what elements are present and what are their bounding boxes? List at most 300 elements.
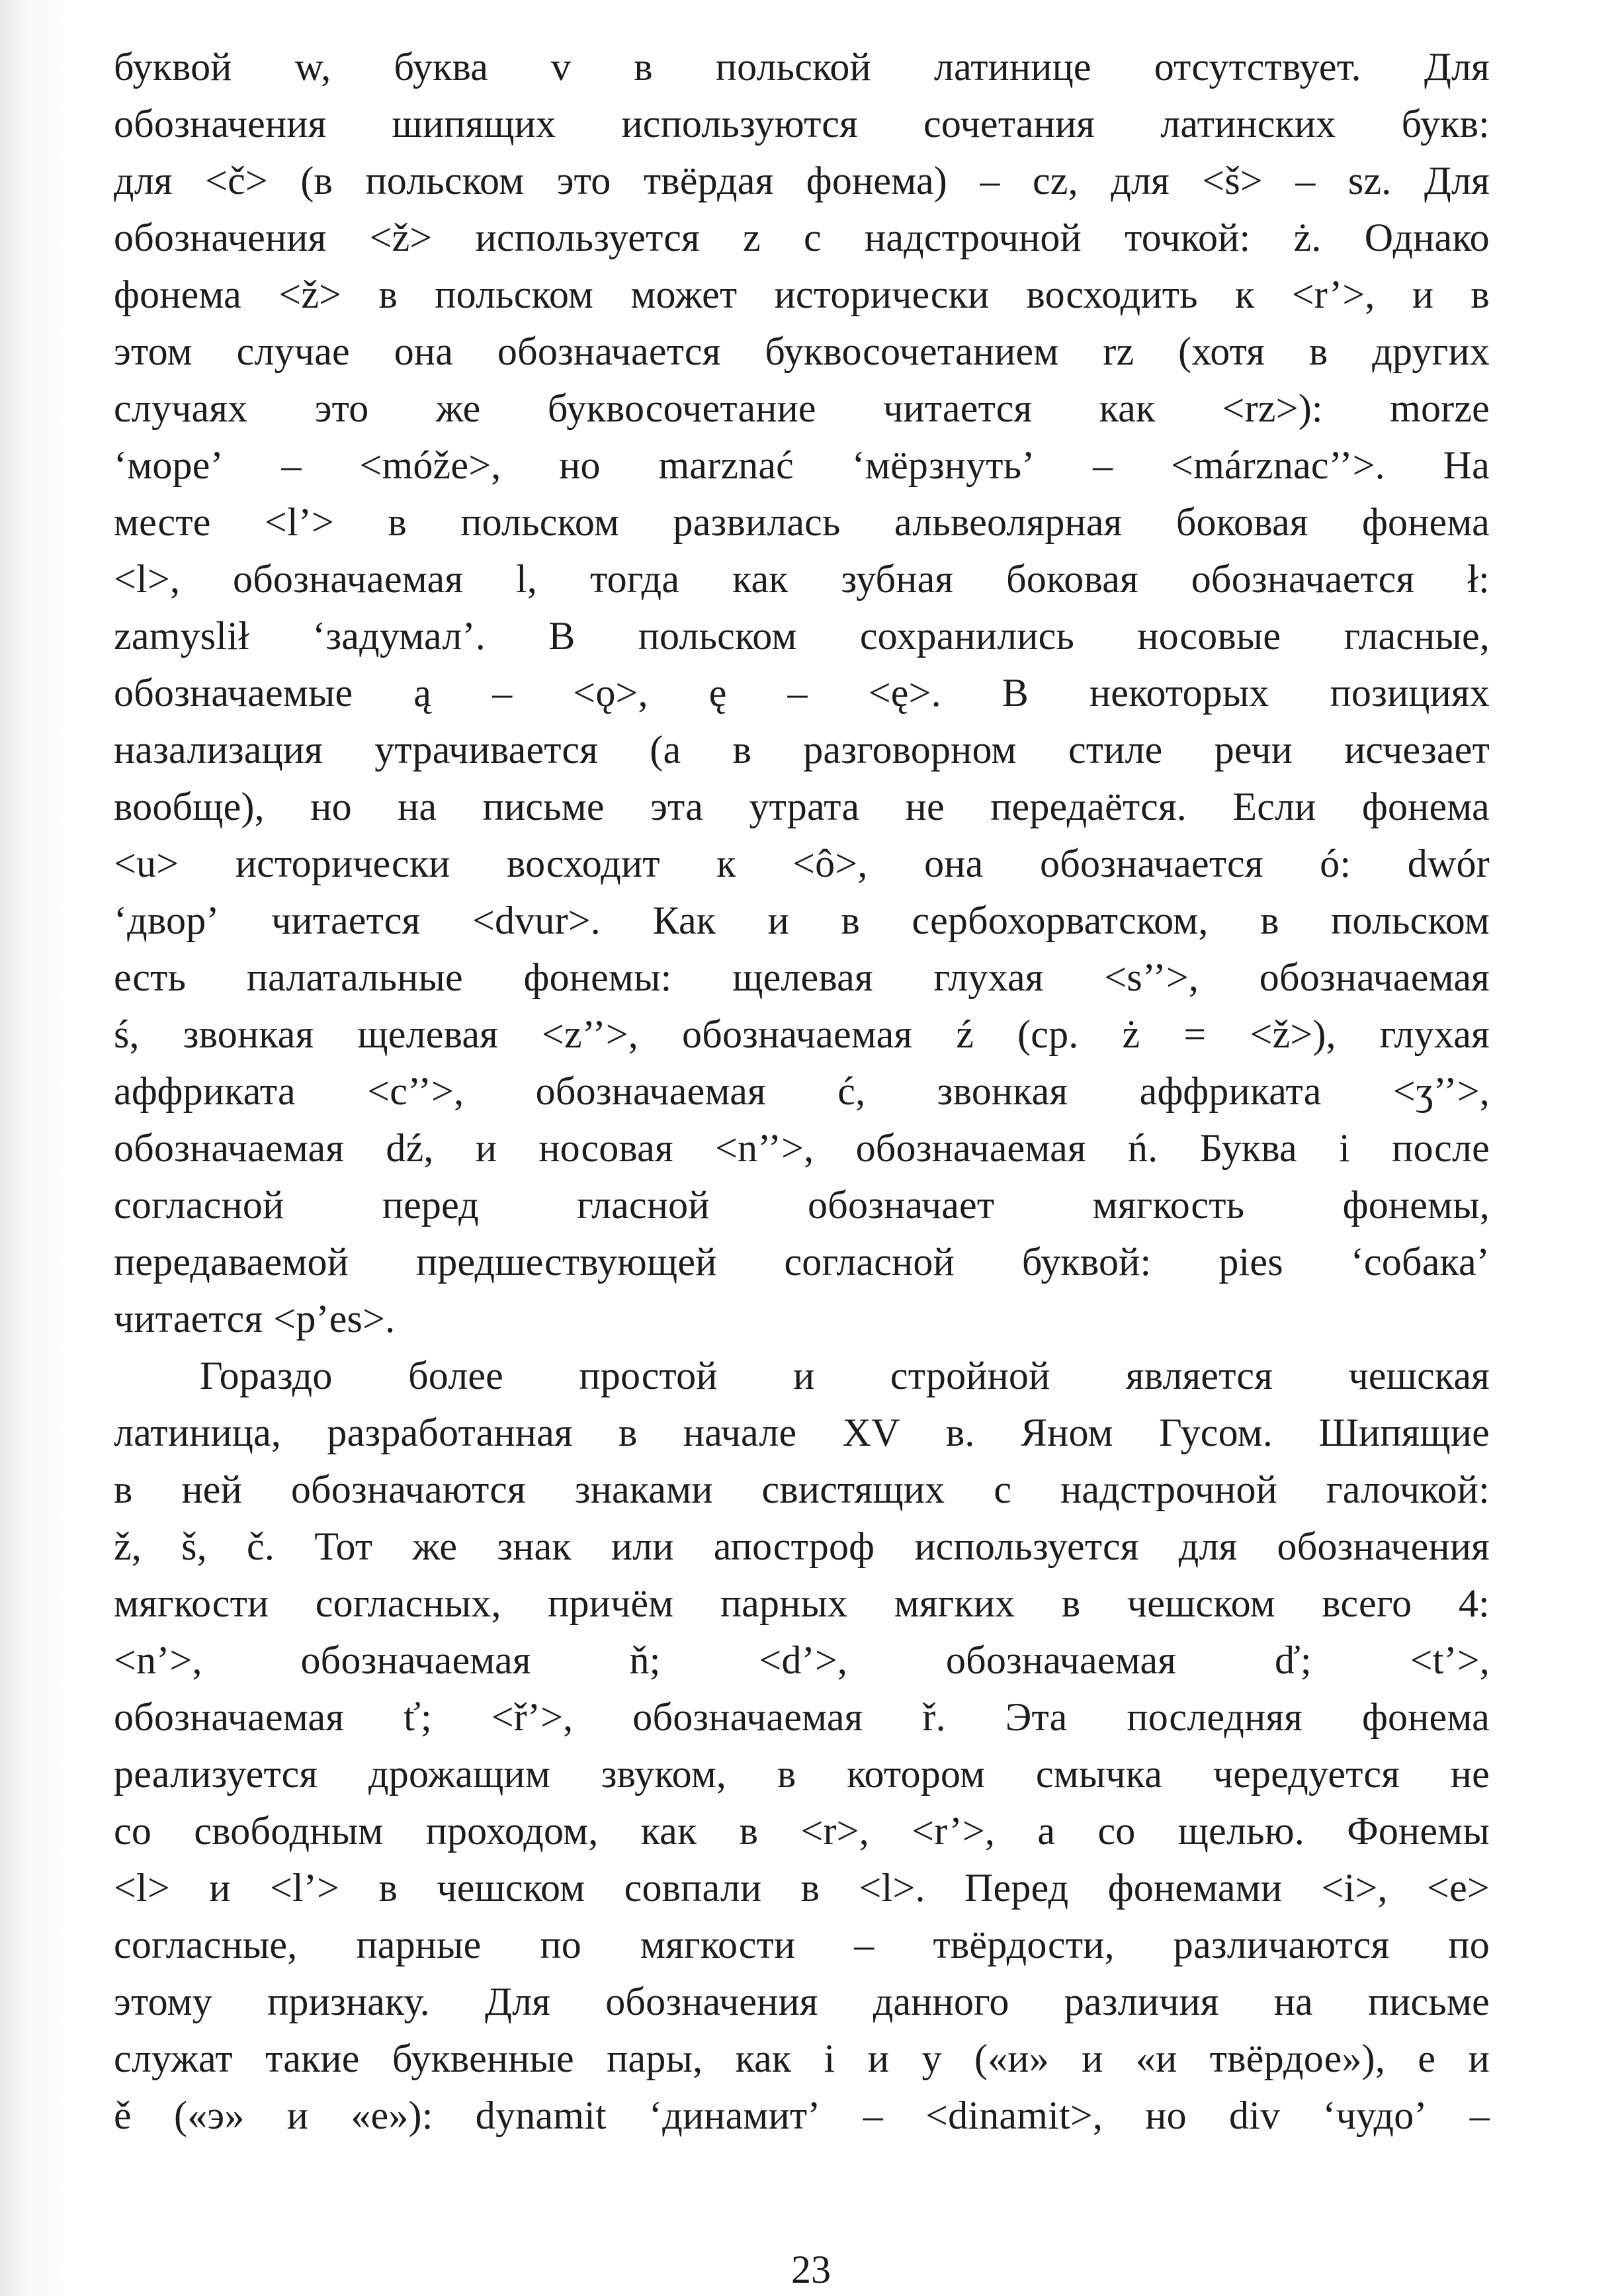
word: <dinamit>,: [925, 2094, 1103, 2137]
word: буквенные: [392, 2037, 574, 2080]
word: согласной: [784, 1240, 955, 1284]
word: <r’>,: [1291, 273, 1375, 316]
word: ň;: [629, 1638, 661, 1682]
word: случаях: [114, 386, 248, 430]
word: <rz>):: [1222, 386, 1323, 430]
word: v: [551, 45, 572, 89]
word: смычка: [1035, 1752, 1163, 1796]
text-line: [114, 2030, 1490, 2087]
word: свистящих: [761, 1468, 945, 1511]
text-line: [114, 1461, 1490, 1518]
word: отсутствует.: [1154, 45, 1361, 89]
word: в: [1260, 899, 1279, 942]
word: dź,: [386, 1126, 434, 1170]
word: <l>: [114, 1866, 170, 1910]
word: –: [787, 671, 808, 715]
text-line: [114, 1063, 1490, 1120]
word: чередуется: [1213, 1752, 1400, 1796]
word: («и»: [974, 2037, 1049, 2080]
word: (в: [300, 159, 333, 202]
text-line: [114, 1290, 1490, 1347]
word: со: [1097, 1809, 1136, 1853]
word: div: [1229, 2094, 1281, 2137]
word: dwór: [1407, 842, 1490, 885]
word: этом: [114, 330, 192, 373]
word: <ž>: [278, 273, 342, 316]
word: стиле: [1068, 728, 1163, 772]
word: по: [540, 1923, 581, 1966]
word: читается: [271, 899, 421, 942]
word: ž,: [114, 1524, 142, 1568]
word: Для: [485, 1980, 551, 2023]
word: обозначения: [1277, 1524, 1490, 1568]
word: <i>,: [1321, 1866, 1388, 1910]
word: cz,: [1032, 159, 1078, 202]
word: проходом,: [425, 1809, 599, 1853]
word: Как: [652, 899, 716, 942]
text-line: [114, 1518, 1490, 1575]
word: глухая: [933, 955, 1044, 999]
word: На: [1443, 443, 1490, 487]
word: фонемами: [1107, 1866, 1283, 1910]
word: ż.: [1293, 216, 1322, 259]
word: ‘задумал’.: [312, 614, 486, 658]
word: <n’>,: [114, 1638, 202, 1682]
word: обозначения: [605, 1980, 818, 2023]
text-line: [114, 1347, 1490, 1404]
word: к: [716, 842, 736, 885]
word: <ʒ’’>,: [1392, 1069, 1490, 1113]
word: назализация: [114, 728, 323, 772]
word: котором: [847, 1752, 986, 1796]
word: zamyslił: [114, 614, 249, 658]
word: <š>: [1202, 159, 1263, 202]
word: i: [824, 2037, 835, 2080]
text-line: [114, 1745, 1490, 1802]
word: и: [209, 1866, 231, 1910]
word: в: [1471, 273, 1490, 316]
word: обозначаемая: [632, 1695, 863, 1739]
word: ł:: [1467, 557, 1490, 601]
text-line: [114, 1916, 1490, 1973]
word: буква: [394, 45, 489, 89]
word: галочкой:: [1326, 1468, 1490, 1511]
word: <n’’>,: [714, 1126, 814, 1170]
word: восходить: [1026, 273, 1198, 316]
word: (а: [650, 728, 681, 772]
word: звонкая: [183, 1012, 314, 1056]
word: палатальные: [246, 955, 463, 999]
word: развилась: [673, 500, 841, 544]
word: обозначаемая: [1259, 955, 1490, 999]
word: в: [378, 1866, 398, 1910]
word: со: [114, 1809, 152, 1853]
word: В: [548, 614, 576, 658]
word: она: [924, 842, 984, 885]
word: мягких: [894, 1581, 1015, 1625]
word: или: [611, 1524, 674, 1568]
word: <ž>: [369, 216, 433, 259]
word: ż: [1122, 1012, 1140, 1056]
word: <ô>,: [792, 842, 868, 885]
word: стройной: [890, 1354, 1050, 1397]
word: сербохорватском,: [912, 899, 1209, 942]
word: –: [281, 443, 302, 487]
word: свободным: [194, 1809, 384, 1853]
word: признаку.: [267, 1980, 430, 2023]
word: morze: [1390, 386, 1490, 430]
word: но: [310, 785, 352, 828]
word: ‘динамит’: [649, 2094, 821, 2137]
word: для: [1111, 159, 1170, 202]
word: фонемы:: [523, 955, 672, 999]
word: утрата: [749, 785, 860, 828]
word: и: [867, 2037, 890, 2080]
word: не: [905, 785, 945, 828]
text-line: [114, 1632, 1490, 1689]
word: ‘собака’: [1350, 1240, 1490, 1284]
word: Гусом.: [1158, 1411, 1273, 1454]
word: <u>: [114, 842, 179, 885]
word: в: [634, 45, 653, 89]
page-number: 23: [791, 2248, 831, 2291]
word: <ǫ>,: [573, 671, 648, 715]
word: и: [1082, 2037, 1103, 2080]
word: исторически: [774, 273, 990, 316]
word: как: [640, 1809, 697, 1853]
word: ‘море’: [114, 443, 224, 487]
word: используются: [621, 102, 858, 146]
word: <l>,: [114, 557, 181, 601]
word: надстрочной: [865, 216, 1082, 259]
word: чешская: [1348, 1354, 1490, 1397]
word: данного: [873, 1980, 1009, 2023]
word: y: [921, 2037, 942, 2080]
word: шипящих: [392, 102, 556, 146]
word: =: [1183, 1012, 1207, 1056]
word: и: [475, 1126, 497, 1170]
word: точкой:: [1125, 216, 1251, 259]
text-line: [114, 1404, 1490, 1461]
word: буквой: [114, 45, 232, 89]
word: альвеолярная: [894, 500, 1123, 544]
word: аффриката: [114, 1069, 296, 1113]
word: <móže>,: [359, 443, 501, 487]
word: обозначается: [1040, 842, 1263, 885]
word: различаются: [1173, 1923, 1390, 1966]
word: в: [378, 273, 398, 316]
word: обозначаемая: [300, 1638, 531, 1682]
text-line: [114, 1859, 1490, 1916]
body-text: [114, 38, 1490, 2144]
word: совпали: [624, 1866, 762, 1910]
word: в: [619, 1411, 638, 1454]
word: В: [1002, 671, 1029, 715]
word: чешском: [1127, 1581, 1275, 1625]
word: <ž>),: [1250, 1012, 1336, 1056]
word: ě: [114, 2094, 132, 2137]
word: и: [793, 1354, 815, 1397]
word: обозначаемая: [945, 1638, 1177, 1682]
word: это: [314, 386, 369, 430]
word: фонема: [1361, 1695, 1490, 1739]
word: речи: [1214, 728, 1293, 772]
text-line: [114, 551, 1490, 607]
word: парные: [356, 1923, 482, 1966]
text-line: [114, 323, 1490, 380]
word: в: [1061, 1581, 1081, 1625]
word: на: [1273, 1980, 1313, 2023]
word: боковая: [1175, 500, 1308, 544]
word: носовые: [1137, 614, 1281, 658]
word: мягкость: [1092, 1183, 1245, 1227]
word: служат: [114, 2037, 233, 2080]
word: как: [732, 557, 789, 601]
word: латинице: [933, 45, 1091, 89]
word: чешском: [437, 1866, 585, 1910]
word: <l’>: [264, 500, 335, 544]
word: –: [1093, 443, 1113, 487]
word: обозначаемая: [535, 1069, 766, 1113]
word: обозначаемая: [114, 1695, 345, 1739]
word: фонема: [1361, 500, 1490, 544]
word: письме: [1367, 1980, 1490, 2023]
word: 4:: [1458, 1581, 1490, 1625]
text-line: [114, 152, 1490, 209]
word: по: [1448, 1923, 1490, 1966]
word: –: [980, 159, 1000, 202]
word: обозначаются: [290, 1468, 526, 1511]
word: ó:: [1320, 842, 1351, 885]
word: с: [994, 1468, 1012, 1511]
word: Перед: [964, 1866, 1069, 1910]
word: –: [1469, 2094, 1490, 2137]
word: польском: [460, 500, 620, 544]
word: читается: [114, 1297, 263, 1341]
text-line: [114, 949, 1490, 1006]
word: ď;: [1274, 1638, 1312, 1682]
word: <ę>.: [868, 671, 941, 715]
word: фонема): [806, 159, 947, 202]
word: в: [732, 728, 752, 772]
word: фонема: [1361, 785, 1490, 828]
word: польском: [435, 273, 594, 316]
text-line: [114, 1176, 1490, 1233]
word: в.: [945, 1411, 975, 1454]
word: латинских: [1160, 102, 1336, 146]
word: сочетания: [923, 102, 1095, 146]
word: это: [556, 159, 611, 202]
word: обозначается: [497, 330, 721, 373]
word: фонемы,: [1342, 1183, 1490, 1227]
text-line: [114, 494, 1490, 551]
word: e: [1418, 2037, 1436, 2080]
word: используется: [914, 1524, 1139, 1568]
word: <d’>,: [759, 1638, 848, 1682]
word: ней: [181, 1468, 242, 1511]
word: обозначаемая: [114, 1126, 345, 1170]
word: начале: [683, 1411, 797, 1454]
word: dynamit: [475, 2094, 607, 2137]
word: обозначения: [114, 102, 327, 146]
word: позициях: [1330, 671, 1490, 715]
word: в: [841, 899, 861, 942]
word: <č>: [205, 159, 268, 202]
text-line: [114, 1006, 1490, 1063]
word: мягкости: [114, 1581, 269, 1625]
word: для: [1178, 1524, 1238, 1568]
word: Фонемы: [1347, 1809, 1490, 1853]
word: сохранились: [859, 614, 1075, 658]
word: <z’’>,: [541, 1012, 638, 1056]
word: č.: [247, 1524, 275, 1568]
word: а: [1037, 1809, 1056, 1853]
word: «е»):: [351, 2094, 433, 2137]
word: есть: [114, 955, 187, 999]
word: польском: [638, 614, 797, 658]
word: предшествующей: [416, 1240, 717, 1284]
word: <t’>,: [1410, 1638, 1490, 1682]
text-line: [114, 1689, 1490, 1745]
word: обозначаемая: [682, 1012, 913, 1056]
word: Эта: [1005, 1695, 1068, 1739]
word: буквосочетанием: [765, 330, 1059, 373]
word: XV: [842, 1411, 900, 1454]
word: <r>,: [800, 1809, 869, 1853]
text-line: [114, 835, 1490, 892]
word: обозначает: [808, 1183, 995, 1227]
word: в: [114, 1468, 133, 1511]
word: польском: [1331, 899, 1490, 942]
word: более: [408, 1354, 504, 1397]
word: звуком,: [601, 1752, 727, 1796]
word: <r’>,: [912, 1809, 996, 1853]
word: Яном: [1020, 1411, 1113, 1454]
word: но: [1145, 2094, 1187, 2137]
word: Гораздо: [200, 1354, 333, 1397]
word: букв:: [1401, 102, 1490, 146]
word: обозначения: [114, 216, 327, 259]
text-line: [114, 721, 1490, 778]
word: исторически: [235, 842, 450, 885]
text-line: [114, 2087, 1490, 2144]
word: –: [863, 2094, 883, 2137]
word: вообще),: [114, 785, 265, 828]
word: может: [630, 273, 738, 316]
word: последняя: [1127, 1695, 1303, 1739]
text-line: [114, 664, 1490, 721]
word: ą: [413, 671, 432, 715]
text-line: [114, 266, 1490, 323]
word: согласные,: [114, 1923, 298, 1966]
word: щелью.: [1177, 1809, 1304, 1853]
word: ‘мёрзнуть’: [851, 443, 1035, 487]
word: обозначаемые: [114, 671, 353, 715]
word: <c’’>,: [367, 1069, 464, 1113]
word: фонема: [114, 273, 242, 316]
word: она: [394, 330, 454, 373]
word: и: [767, 899, 789, 942]
word: польском: [365, 159, 525, 202]
word: š,: [181, 1524, 207, 1568]
word: месте: [114, 500, 211, 544]
word: обозначаемая: [855, 1126, 1086, 1170]
word: (хотя: [1178, 330, 1265, 373]
word: pies: [1218, 1240, 1283, 1284]
word: знак: [497, 1524, 572, 1568]
word: <dvur>.: [472, 899, 601, 942]
word: –: [854, 1923, 875, 1966]
word: в: [1308, 330, 1328, 373]
word: и: [1412, 273, 1434, 316]
word: (ср.: [1017, 1012, 1079, 1056]
word: апостроф: [713, 1524, 875, 1568]
word: ś,: [114, 1012, 140, 1056]
word: зубная: [841, 557, 954, 601]
word: является: [1125, 1354, 1273, 1397]
word: согласных,: [315, 1581, 501, 1625]
word: –: [492, 671, 513, 715]
word: всего: [1322, 1581, 1412, 1625]
word: Если: [1232, 785, 1316, 828]
word: в: [388, 500, 407, 544]
word: случае: [236, 330, 350, 373]
word: реализуется: [114, 1752, 318, 1796]
word: твёрдое»),: [1209, 2037, 1386, 2080]
word: для: [114, 159, 173, 202]
word: после: [1392, 1126, 1490, 1170]
word: к: [1235, 273, 1255, 316]
word: этому: [114, 1980, 213, 2023]
text-line: [114, 380, 1490, 437]
word: исчезает: [1344, 728, 1490, 772]
text-line: [114, 607, 1490, 664]
text-line: [114, 1120, 1490, 1176]
word: Для: [1424, 45, 1490, 89]
word: Буква: [1199, 1126, 1297, 1170]
word: не: [1450, 1752, 1490, 1796]
word: ‘чудо’: [1322, 2094, 1428, 2137]
text-line: [114, 437, 1490, 494]
word: но: [559, 443, 601, 487]
word: в: [739, 1809, 759, 1853]
word: некоторых: [1089, 671, 1269, 715]
word: разговорном: [803, 728, 1017, 772]
word: надстрочной: [1060, 1468, 1277, 1511]
word: глухая: [1379, 1012, 1490, 1056]
word: гласные,: [1344, 614, 1490, 658]
word: <márznac’’>.: [1171, 443, 1385, 487]
word: простой: [579, 1354, 718, 1397]
word: как: [735, 2037, 792, 2080]
word: обозначаемая: [233, 557, 464, 601]
word: в: [777, 1752, 796, 1796]
word: «и: [1135, 2037, 1177, 2080]
word: же: [435, 386, 481, 430]
word: Тот: [314, 1524, 373, 1568]
word: l,: [516, 557, 538, 601]
word: z: [743, 216, 761, 259]
word: читается: [883, 386, 1033, 430]
word: дрожащим: [368, 1752, 551, 1796]
word: <p’es>.: [273, 1297, 396, 1341]
word: звонкая: [937, 1069, 1068, 1113]
word: боковая: [1006, 557, 1138, 601]
word: ń.: [1127, 1126, 1158, 1170]
word: щелевая: [732, 955, 873, 999]
text-line: [114, 1802, 1490, 1859]
word: гласной: [577, 1183, 710, 1227]
